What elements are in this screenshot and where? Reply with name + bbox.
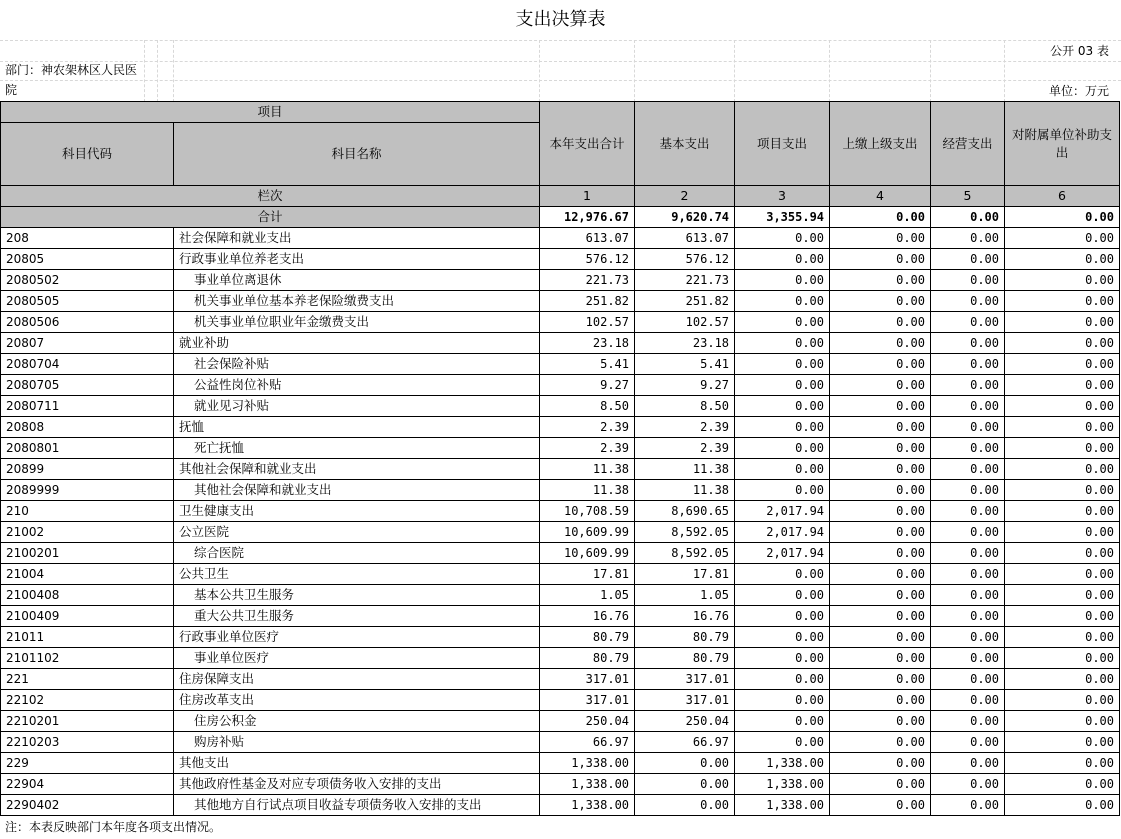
row-value: 0.00 — [830, 669, 931, 690]
row-value: 0.00 — [830, 312, 931, 333]
row-name: 公益性岗位补贴 — [174, 375, 540, 396]
page-title: 支出决算表 — [515, 9, 606, 30]
row-value: 0.00 — [1005, 459, 1120, 480]
row-value: 0.00 — [1005, 627, 1120, 648]
row-value: 0.00 — [931, 711, 1005, 732]
row-name: 购房补贴 — [174, 732, 540, 753]
row-value: 0.00 — [735, 606, 830, 627]
row-value: 0.00 — [1005, 354, 1120, 375]
table-row — [1, 354, 1120, 375]
row-value: 1.05 — [635, 585, 735, 606]
row-code: 22904 — [1, 774, 174, 795]
row-name: 其他社会保障和就业支出 — [174, 480, 540, 501]
row-value: 2.39 — [635, 438, 735, 459]
department-label: 部门：神农架林区人民医院 — [5, 63, 138, 97]
row-value: 9.27 — [540, 375, 635, 396]
row-value: 0.00 — [830, 501, 931, 522]
table-row — [1, 543, 1120, 564]
table-row — [1, 249, 1120, 270]
row-value: 0.00 — [830, 564, 931, 585]
row-name: 其他地方自行试点项目收益专项债务收入安排的支出 — [174, 795, 540, 816]
row-value: 0.00 — [735, 627, 830, 648]
row-value: 0.00 — [830, 795, 931, 816]
unit-label: 单位：万元 — [1048, 84, 1109, 98]
row-value: 11.38 — [635, 480, 735, 501]
row-value: 0.00 — [830, 249, 931, 270]
row-value: 0.00 — [830, 291, 931, 312]
row-value: 0.00 — [1005, 312, 1120, 333]
row-value: 9.27 — [635, 375, 735, 396]
table-row — [1, 690, 1120, 711]
table-row — [1, 648, 1120, 669]
row-code: 2100409 — [1, 606, 174, 627]
row-name: 基本公共卫生服务 — [174, 585, 540, 606]
row-value: 0.00 — [931, 249, 1005, 270]
header-name: 科目名称 — [174, 123, 540, 186]
row-value: 0.00 — [1005, 396, 1120, 417]
col-index: 2 — [635, 186, 735, 207]
table-row — [1, 459, 1120, 480]
row-value: 11.38 — [540, 459, 635, 480]
row-code: 2080801 — [1, 438, 174, 459]
table-row — [1, 711, 1120, 732]
row-value: 0.00 — [931, 228, 1005, 249]
row-name: 公立医院 — [174, 522, 540, 543]
grid-line — [1004, 40, 1005, 102]
table-row — [1, 753, 1120, 774]
row-value: 0.00 — [735, 480, 830, 501]
row-value: 0.00 — [830, 417, 931, 438]
table-row — [1, 291, 1120, 312]
row-value: 8,592.05 — [635, 543, 735, 564]
row-value: 317.01 — [635, 669, 735, 690]
row-value: 613.07 — [635, 228, 735, 249]
row-value: 0.00 — [931, 291, 1005, 312]
row-code: 2290402 — [1, 795, 174, 816]
row-value: 0.00 — [830, 522, 931, 543]
row-value: 0.00 — [830, 333, 931, 354]
row-value: 0.00 — [1005, 249, 1120, 270]
grid-line — [539, 40, 540, 102]
table-row — [1, 270, 1120, 291]
row-value: 10,609.99 — [540, 543, 635, 564]
row-value: 0.00 — [931, 333, 1005, 354]
row-value: 2.39 — [635, 417, 735, 438]
grid-line — [634, 40, 635, 102]
row-value: 1,338.00 — [540, 753, 635, 774]
row-value: 0.00 — [1005, 711, 1120, 732]
table-row — [1, 312, 1120, 333]
row-name: 机关事业单位职业年金缴费支出 — [174, 312, 540, 333]
row-name: 机关事业单位基本养老保险缴费支出 — [174, 291, 540, 312]
row-value: 0.00 — [1005, 585, 1120, 606]
row-value: 250.04 — [540, 711, 635, 732]
row-value: 0.00 — [931, 354, 1005, 375]
row-name: 其他社会保障和就业支出 — [174, 459, 540, 480]
row-value: 0.00 — [735, 669, 830, 690]
row-code: 2080705 — [1, 375, 174, 396]
grid-line — [829, 40, 830, 102]
table-row — [1, 375, 1120, 396]
row-value: 0.00 — [735, 648, 830, 669]
row-value: 0.00 — [1005, 375, 1120, 396]
row-value: 0.00 — [735, 417, 830, 438]
row-value: 0.00 — [735, 438, 830, 459]
table-row — [1, 417, 1120, 438]
row-value: 0.00 — [735, 564, 830, 585]
row-value: 0.00 — [830, 270, 931, 291]
total-cell: 0.00 — [1005, 207, 1120, 228]
row-value: 0.00 — [931, 669, 1005, 690]
table-row — [1, 564, 1120, 585]
row-name: 事业单位离退休 — [174, 270, 540, 291]
expenditure-table — [0, 101, 1120, 816]
row-value: 23.18 — [540, 333, 635, 354]
row-code: 2210201 — [1, 711, 174, 732]
row-value: 80.79 — [635, 627, 735, 648]
total-row — [1, 207, 1120, 228]
header-business: 经营支出 — [931, 102, 1005, 186]
row-name: 综合医院 — [174, 543, 540, 564]
row-value: 0.00 — [735, 312, 830, 333]
row-value: 0.00 — [1005, 228, 1120, 249]
row-value: 0.00 — [830, 375, 931, 396]
row-value: 0.00 — [735, 249, 830, 270]
row-name: 卫生健康支出 — [174, 501, 540, 522]
row-code: 208 — [1, 228, 174, 249]
row-value: 1,338.00 — [540, 774, 635, 795]
row-value: 1.05 — [540, 585, 635, 606]
row-code: 2080711 — [1, 396, 174, 417]
total-label: 合计 — [1, 207, 540, 228]
header-upper: 上缴上级支出 — [830, 102, 931, 186]
row-value: 0.00 — [830, 753, 931, 774]
row-value: 0.00 — [931, 648, 1005, 669]
total-cell: 3,355.94 — [735, 207, 830, 228]
row-code: 22102 — [1, 690, 174, 711]
row-value: 0.00 — [1005, 606, 1120, 627]
row-value: 80.79 — [540, 648, 635, 669]
row-value: 0.00 — [1005, 270, 1120, 291]
row-value: 0.00 — [931, 417, 1005, 438]
row-value: 102.57 — [635, 312, 735, 333]
row-name: 住房公积金 — [174, 711, 540, 732]
row-value: 2.39 — [540, 417, 635, 438]
row-name: 抚恤 — [174, 417, 540, 438]
row-value: 613.07 — [540, 228, 635, 249]
row-value: 0.00 — [931, 375, 1005, 396]
row-value: 2.39 — [540, 438, 635, 459]
row-value: 0.00 — [830, 585, 931, 606]
row-value: 0.00 — [735, 270, 830, 291]
row-value: 17.81 — [635, 564, 735, 585]
table-row — [1, 795, 1120, 816]
header-basic: 基本支出 — [635, 102, 735, 186]
row-value: 0.00 — [1005, 690, 1120, 711]
row-code: 2210203 — [1, 732, 174, 753]
row-value: 317.01 — [635, 690, 735, 711]
col-index: 1 — [540, 186, 635, 207]
row-value: 0.00 — [931, 543, 1005, 564]
row-value: 221.73 — [635, 270, 735, 291]
row-code: 2080502 — [1, 270, 174, 291]
header-project-expense: 项目支出 — [735, 102, 830, 186]
row-value: 11.38 — [635, 459, 735, 480]
header-subsidy: 对附属单位补助支出 — [1005, 102, 1120, 186]
row-value: 0.00 — [1005, 438, 1120, 459]
row-value: 317.01 — [540, 690, 635, 711]
row-value: 0.00 — [735, 732, 830, 753]
total-cell: 12,976.67 — [540, 207, 635, 228]
row-value: 0.00 — [931, 459, 1005, 480]
row-value: 8.50 — [540, 396, 635, 417]
row-value: 0.00 — [1005, 291, 1120, 312]
form-number: 公开 03 表 — [1050, 44, 1109, 58]
row-value: 0.00 — [635, 753, 735, 774]
row-value: 0.00 — [931, 312, 1005, 333]
row-code: 210 — [1, 501, 174, 522]
total-cell: 0.00 — [931, 207, 1005, 228]
row-value: 0.00 — [735, 585, 830, 606]
row-name: 公共卫生 — [174, 564, 540, 585]
row-value: 5.41 — [540, 354, 635, 375]
row-value: 0.00 — [931, 522, 1005, 543]
table-row — [1, 606, 1120, 627]
row-value: 0.00 — [1005, 564, 1120, 585]
row-value: 0.00 — [830, 480, 931, 501]
table-row — [1, 522, 1120, 543]
row-value: 1,338.00 — [735, 774, 830, 795]
row-value: 0.00 — [1005, 732, 1120, 753]
row-value: 0.00 — [1005, 543, 1120, 564]
row-name: 行政事业单位养老支出 — [174, 249, 540, 270]
col-index: 5 — [931, 186, 1005, 207]
row-value: 0.00 — [830, 690, 931, 711]
row-value: 0.00 — [1005, 648, 1120, 669]
row-value: 251.82 — [635, 291, 735, 312]
col-index: 4 — [830, 186, 931, 207]
row-value: 0.00 — [735, 354, 830, 375]
table-row — [1, 333, 1120, 354]
row-value: 0.00 — [635, 774, 735, 795]
row-value: 102.57 — [540, 312, 635, 333]
row-code: 21011 — [1, 627, 174, 648]
row-value: 0.00 — [830, 228, 931, 249]
row-value: 11.38 — [540, 480, 635, 501]
row-name: 行政事业单位医疗 — [174, 627, 540, 648]
col-index: 6 — [1005, 186, 1120, 207]
row-value: 10,609.99 — [540, 522, 635, 543]
row-code: 2080505 — [1, 291, 174, 312]
row-value: 8,592.05 — [635, 522, 735, 543]
row-code: 21004 — [1, 564, 174, 585]
row-value: 576.12 — [540, 249, 635, 270]
row-name: 就业见习补贴 — [174, 396, 540, 417]
row-code: 20805 — [1, 249, 174, 270]
row-code: 2101102 — [1, 648, 174, 669]
row-name: 住房保障支出 — [174, 669, 540, 690]
row-code: 221 — [1, 669, 174, 690]
row-code: 2100201 — [1, 543, 174, 564]
row-value: 0.00 — [830, 606, 931, 627]
row-value: 0.00 — [931, 396, 1005, 417]
table-row — [1, 669, 1120, 690]
row-value: 80.79 — [540, 627, 635, 648]
table-row — [1, 480, 1120, 501]
row-code: 2080704 — [1, 354, 174, 375]
row-code: 2089999 — [1, 480, 174, 501]
row-code: 21002 — [1, 522, 174, 543]
row-value: 8.50 — [635, 396, 735, 417]
row-value: 0.00 — [931, 732, 1005, 753]
row-code: 229 — [1, 753, 174, 774]
row-value: 0.00 — [931, 438, 1005, 459]
row-code: 20807 — [1, 333, 174, 354]
row-value: 221.73 — [540, 270, 635, 291]
row-value: 0.00 — [1005, 417, 1120, 438]
grid-line — [157, 40, 158, 102]
table-row — [1, 732, 1120, 753]
row-value: 0.00 — [931, 501, 1005, 522]
row-value: 2,017.94 — [735, 501, 830, 522]
row-value: 0.00 — [830, 774, 931, 795]
row-value: 0.00 — [1005, 501, 1120, 522]
row-value: 0.00 — [735, 291, 830, 312]
row-value: 250.04 — [635, 711, 735, 732]
row-value: 0.00 — [931, 606, 1005, 627]
row-value: 0.00 — [1005, 669, 1120, 690]
row-value: 0.00 — [830, 627, 931, 648]
table-row — [1, 501, 1120, 522]
row-value: 0.00 — [830, 396, 931, 417]
row-value: 2,017.94 — [735, 522, 830, 543]
row-value: 16.76 — [540, 606, 635, 627]
row-value: 0.00 — [735, 690, 830, 711]
row-value: 0.00 — [1005, 480, 1120, 501]
row-value: 0.00 — [931, 270, 1005, 291]
row-value: 0.00 — [1005, 753, 1120, 774]
grid-line — [0, 80, 1121, 81]
row-value: 66.97 — [635, 732, 735, 753]
row-value: 0.00 — [931, 627, 1005, 648]
row-value: 0.00 — [735, 375, 830, 396]
table-row — [1, 438, 1120, 459]
row-value: 2,017.94 — [735, 543, 830, 564]
row-name: 其他支出 — [174, 753, 540, 774]
row-value: 1,338.00 — [735, 795, 830, 816]
grid-line — [930, 40, 931, 102]
row-value: 0.00 — [635, 795, 735, 816]
table-row — [1, 627, 1120, 648]
row-value: 0.00 — [830, 648, 931, 669]
row-value: 0.00 — [735, 333, 830, 354]
total-cell: 0.00 — [830, 207, 931, 228]
row-name: 住房改革支出 — [174, 690, 540, 711]
row-code: 20899 — [1, 459, 174, 480]
row-name: 社会保障和就业支出 — [174, 228, 540, 249]
row-value: 317.01 — [540, 669, 635, 690]
row-value: 0.00 — [735, 228, 830, 249]
grid-line — [173, 40, 174, 102]
total-cell: 9,620.74 — [635, 207, 735, 228]
row-value: 0.00 — [931, 795, 1005, 816]
row-value: 5.41 — [635, 354, 735, 375]
row-value: 0.00 — [931, 480, 1005, 501]
row-value: 16.76 — [635, 606, 735, 627]
table-row — [1, 228, 1120, 249]
table-row — [1, 774, 1120, 795]
row-value: 0.00 — [735, 396, 830, 417]
row-value: 0.00 — [931, 564, 1005, 585]
row-name: 社会保险补贴 — [174, 354, 540, 375]
table-row — [1, 585, 1120, 606]
table-row — [1, 396, 1120, 417]
row-value: 1,338.00 — [540, 795, 635, 816]
row-value: 1,338.00 — [735, 753, 830, 774]
row-value: 576.12 — [635, 249, 735, 270]
header-code: 科目代码 — [1, 123, 174, 186]
row-value: 0.00 — [931, 774, 1005, 795]
row-value: 8,690.65 — [635, 501, 735, 522]
col-index: 3 — [735, 186, 830, 207]
row-name: 重大公共卫生服务 — [174, 606, 540, 627]
row-value: 0.00 — [735, 459, 830, 480]
row-name: 其他政府性基金及对应专项债务收入安排的支出 — [174, 774, 540, 795]
row-value: 0.00 — [830, 543, 931, 564]
row-value: 0.00 — [1005, 795, 1120, 816]
grid-line — [734, 40, 735, 102]
row-value: 0.00 — [931, 690, 1005, 711]
header-rank: 栏次 — [1, 186, 540, 207]
row-value: 0.00 — [1005, 333, 1120, 354]
row-value: 66.97 — [540, 732, 635, 753]
row-value: 0.00 — [830, 354, 931, 375]
footnote: 注：本表反映部门本年度各项支出情况。 — [5, 820, 222, 834]
header-project: 项目 — [1, 102, 540, 123]
row-value: 0.00 — [1005, 774, 1120, 795]
row-name: 死亡抚恤 — [174, 438, 540, 459]
row-value: 0.00 — [830, 459, 931, 480]
row-value: 0.00 — [830, 711, 931, 732]
row-value: 251.82 — [540, 291, 635, 312]
row-value: 0.00 — [1005, 522, 1120, 543]
row-name: 就业补助 — [174, 333, 540, 354]
row-code: 2100408 — [1, 585, 174, 606]
row-code: 20808 — [1, 417, 174, 438]
row-value: 0.00 — [830, 732, 931, 753]
row-value: 0.00 — [931, 753, 1005, 774]
row-value: 10,708.59 — [540, 501, 635, 522]
row-value: 80.79 — [635, 648, 735, 669]
grid-line — [0, 61, 1121, 62]
grid-line — [0, 40, 1121, 41]
row-name: 事业单位医疗 — [174, 648, 540, 669]
row-value: 0.00 — [830, 438, 931, 459]
row-value: 17.81 — [540, 564, 635, 585]
row-value: 0.00 — [931, 585, 1005, 606]
header-total: 本年支出合计 — [540, 102, 635, 186]
row-code: 2080506 — [1, 312, 174, 333]
row-value: 23.18 — [635, 333, 735, 354]
row-value: 0.00 — [735, 711, 830, 732]
